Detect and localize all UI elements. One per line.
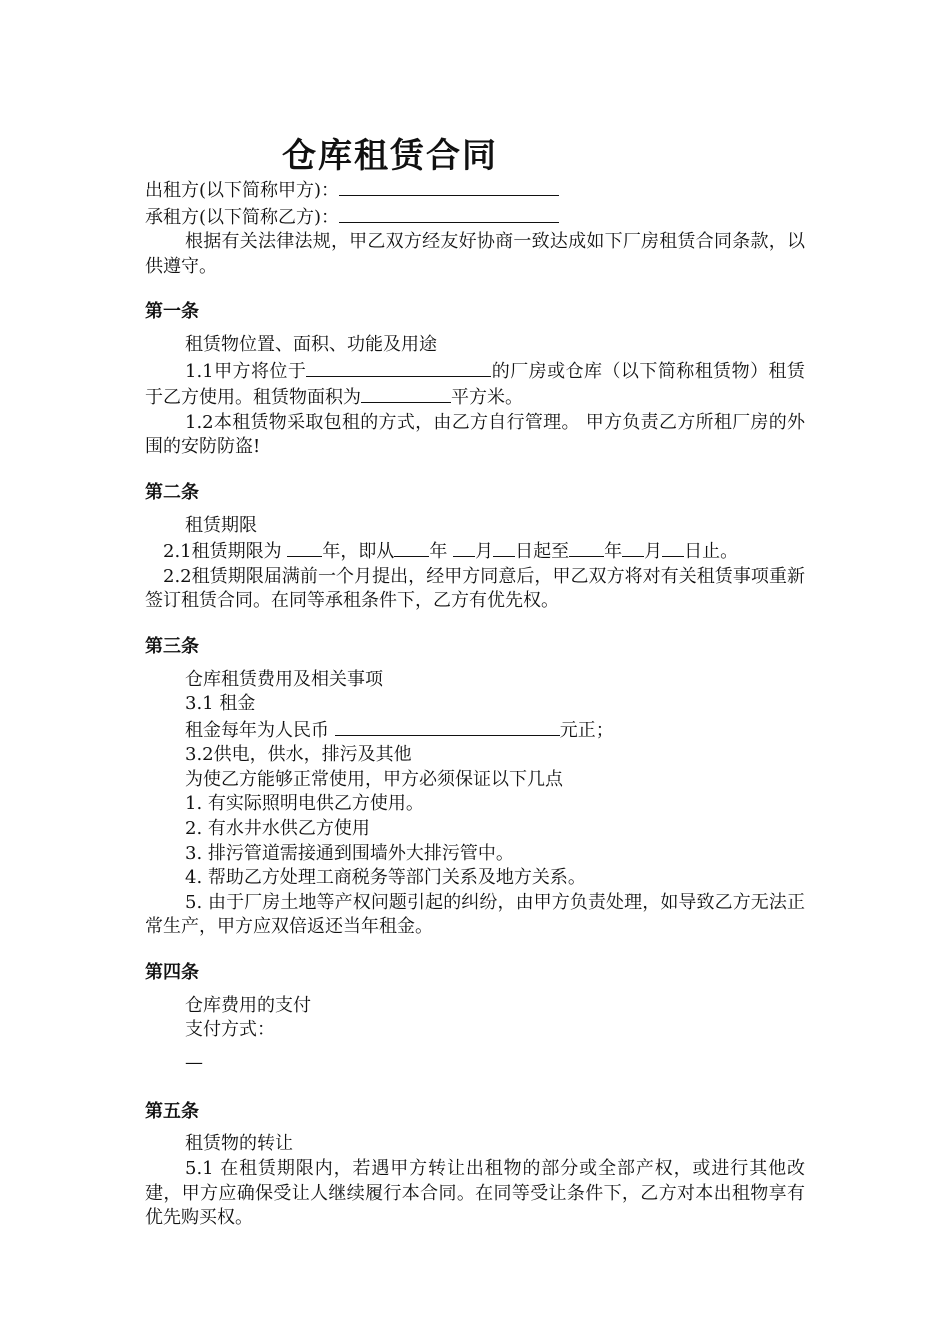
location-blank (306, 358, 491, 377)
payment-method-label: 支付方式： (185, 1019, 275, 1041)
article-3-heading: 第三条 (145, 635, 199, 657)
article-1-clause-2: 1.2本租赁物采取包租的方式，由乙方自行管理。 甲方负责乙方所租厂房的外围的安防防盗! (145, 411, 805, 458)
article-2-clause-1 (145, 538, 805, 565)
article-5-clause-1: 5.1 在租赁期限内，若遇甲方转让出租物的部分或全部产权，或进行其他改建，甲方应确保受让人继续履行本合同。在同等受让条件下，乙方对本出租物享有优先购买权。 (145, 1158, 805, 1229)
article-3-subtitle: 仓库租赁费用及相关事项 (185, 668, 383, 690)
article-5-heading: 第五条 (145, 1100, 199, 1122)
lessor-line (145, 177, 805, 204)
article-1-subtitle: 租赁物位置、面积、功能及用途 (185, 333, 437, 355)
document-body (145, 177, 805, 1231)
article-2-subtitle: 租赁期限 (185, 514, 257, 536)
intro-paragraph: 根据有关法律法规，甲乙双方经友好协商一致达成如下厂房租赁合同条款，以供遵守。 (145, 231, 805, 277)
clause-text: 年 (429, 541, 454, 563)
lessee-blank (339, 204, 559, 223)
article-3-section-2-intro: 为使乙方能够正常使用，甲方必须保证以下几点 (185, 768, 563, 790)
article-3-section-2: 3.2供电，供水，排污及其他 (185, 744, 412, 766)
clause-text: 年 (604, 541, 623, 563)
article-1-heading: 第一条 (145, 301, 199, 323)
list-item: 5. 由于厂房土地等产权问题引起的纠纷，由甲方负责处理，如导致乙方无法正常生产，甲方应双倍返还当年租金。 (145, 891, 805, 938)
lessor-label: 出租方(以下简称甲方)： (145, 180, 340, 201)
area-blank (361, 384, 451, 403)
article-4-heading: 第四条 (145, 962, 199, 984)
clause-text: 租金每年为人民币 (185, 719, 335, 741)
clause-text: 平方米。 (451, 387, 523, 409)
clause-text: 元正； (559, 719, 614, 741)
clause-text: 月 (644, 541, 663, 563)
clause-text: 年，即从 (322, 541, 395, 563)
start-year-blank (394, 538, 429, 557)
years-blank (287, 538, 322, 557)
rent-line (145, 717, 805, 744)
lessor-blank (339, 177, 559, 196)
clause-text: 1.1甲方将位于 (185, 360, 307, 382)
end-year-blank (569, 538, 604, 557)
end-day-blank (662, 538, 684, 557)
clause-text: 日起至 (515, 541, 570, 563)
clause-text: 日止。 (684, 541, 739, 563)
clause-text: 的厂房或仓库（以下简称租赁物）租赁于乙方使用。租赁物面积为 (145, 360, 805, 409)
article-2-clause-2: 2.2租赁期限届满前一个月提出，经甲方同意后，甲乙双方将对有关租赁事项重新签订租赁合同。在同等承租条件下，乙方有优先权。 (145, 565, 805, 612)
list-item: 2. 有水井水供乙方使用 (185, 818, 370, 840)
article-5-subtitle: 租赁物的转让 (185, 1133, 293, 1155)
article-2-heading: 第二条 (145, 481, 199, 503)
start-day-blank (493, 538, 515, 557)
start-month-blank (453, 538, 475, 557)
article-4-subtitle: 仓库费用的支付 (185, 994, 311, 1016)
list-item: 4. 帮助乙方处理工商税务等部门关系及地方关系。 (185, 867, 586, 889)
lessee-label: 承租方(以下简称乙方)： (145, 206, 340, 228)
article-3-section-1: 3.1 租金 (185, 693, 256, 715)
rent-amount-blank (335, 717, 560, 736)
end-month-blank (622, 538, 644, 557)
clause-text: 月 (475, 541, 494, 563)
clause-text: 2.1租赁期限为 (163, 541, 288, 563)
document-title: 仓库租赁合同 (282, 136, 498, 176)
list-item: 3. 排污管道需接通到围墙外大排污管中。 (185, 842, 514, 864)
payment-method-dash: — (185, 1051, 203, 1073)
article-1-clause-1 (145, 358, 805, 411)
list-item: 1. 有实际照明电供乙方使用。 (185, 793, 424, 815)
lessee-line (145, 204, 805, 231)
